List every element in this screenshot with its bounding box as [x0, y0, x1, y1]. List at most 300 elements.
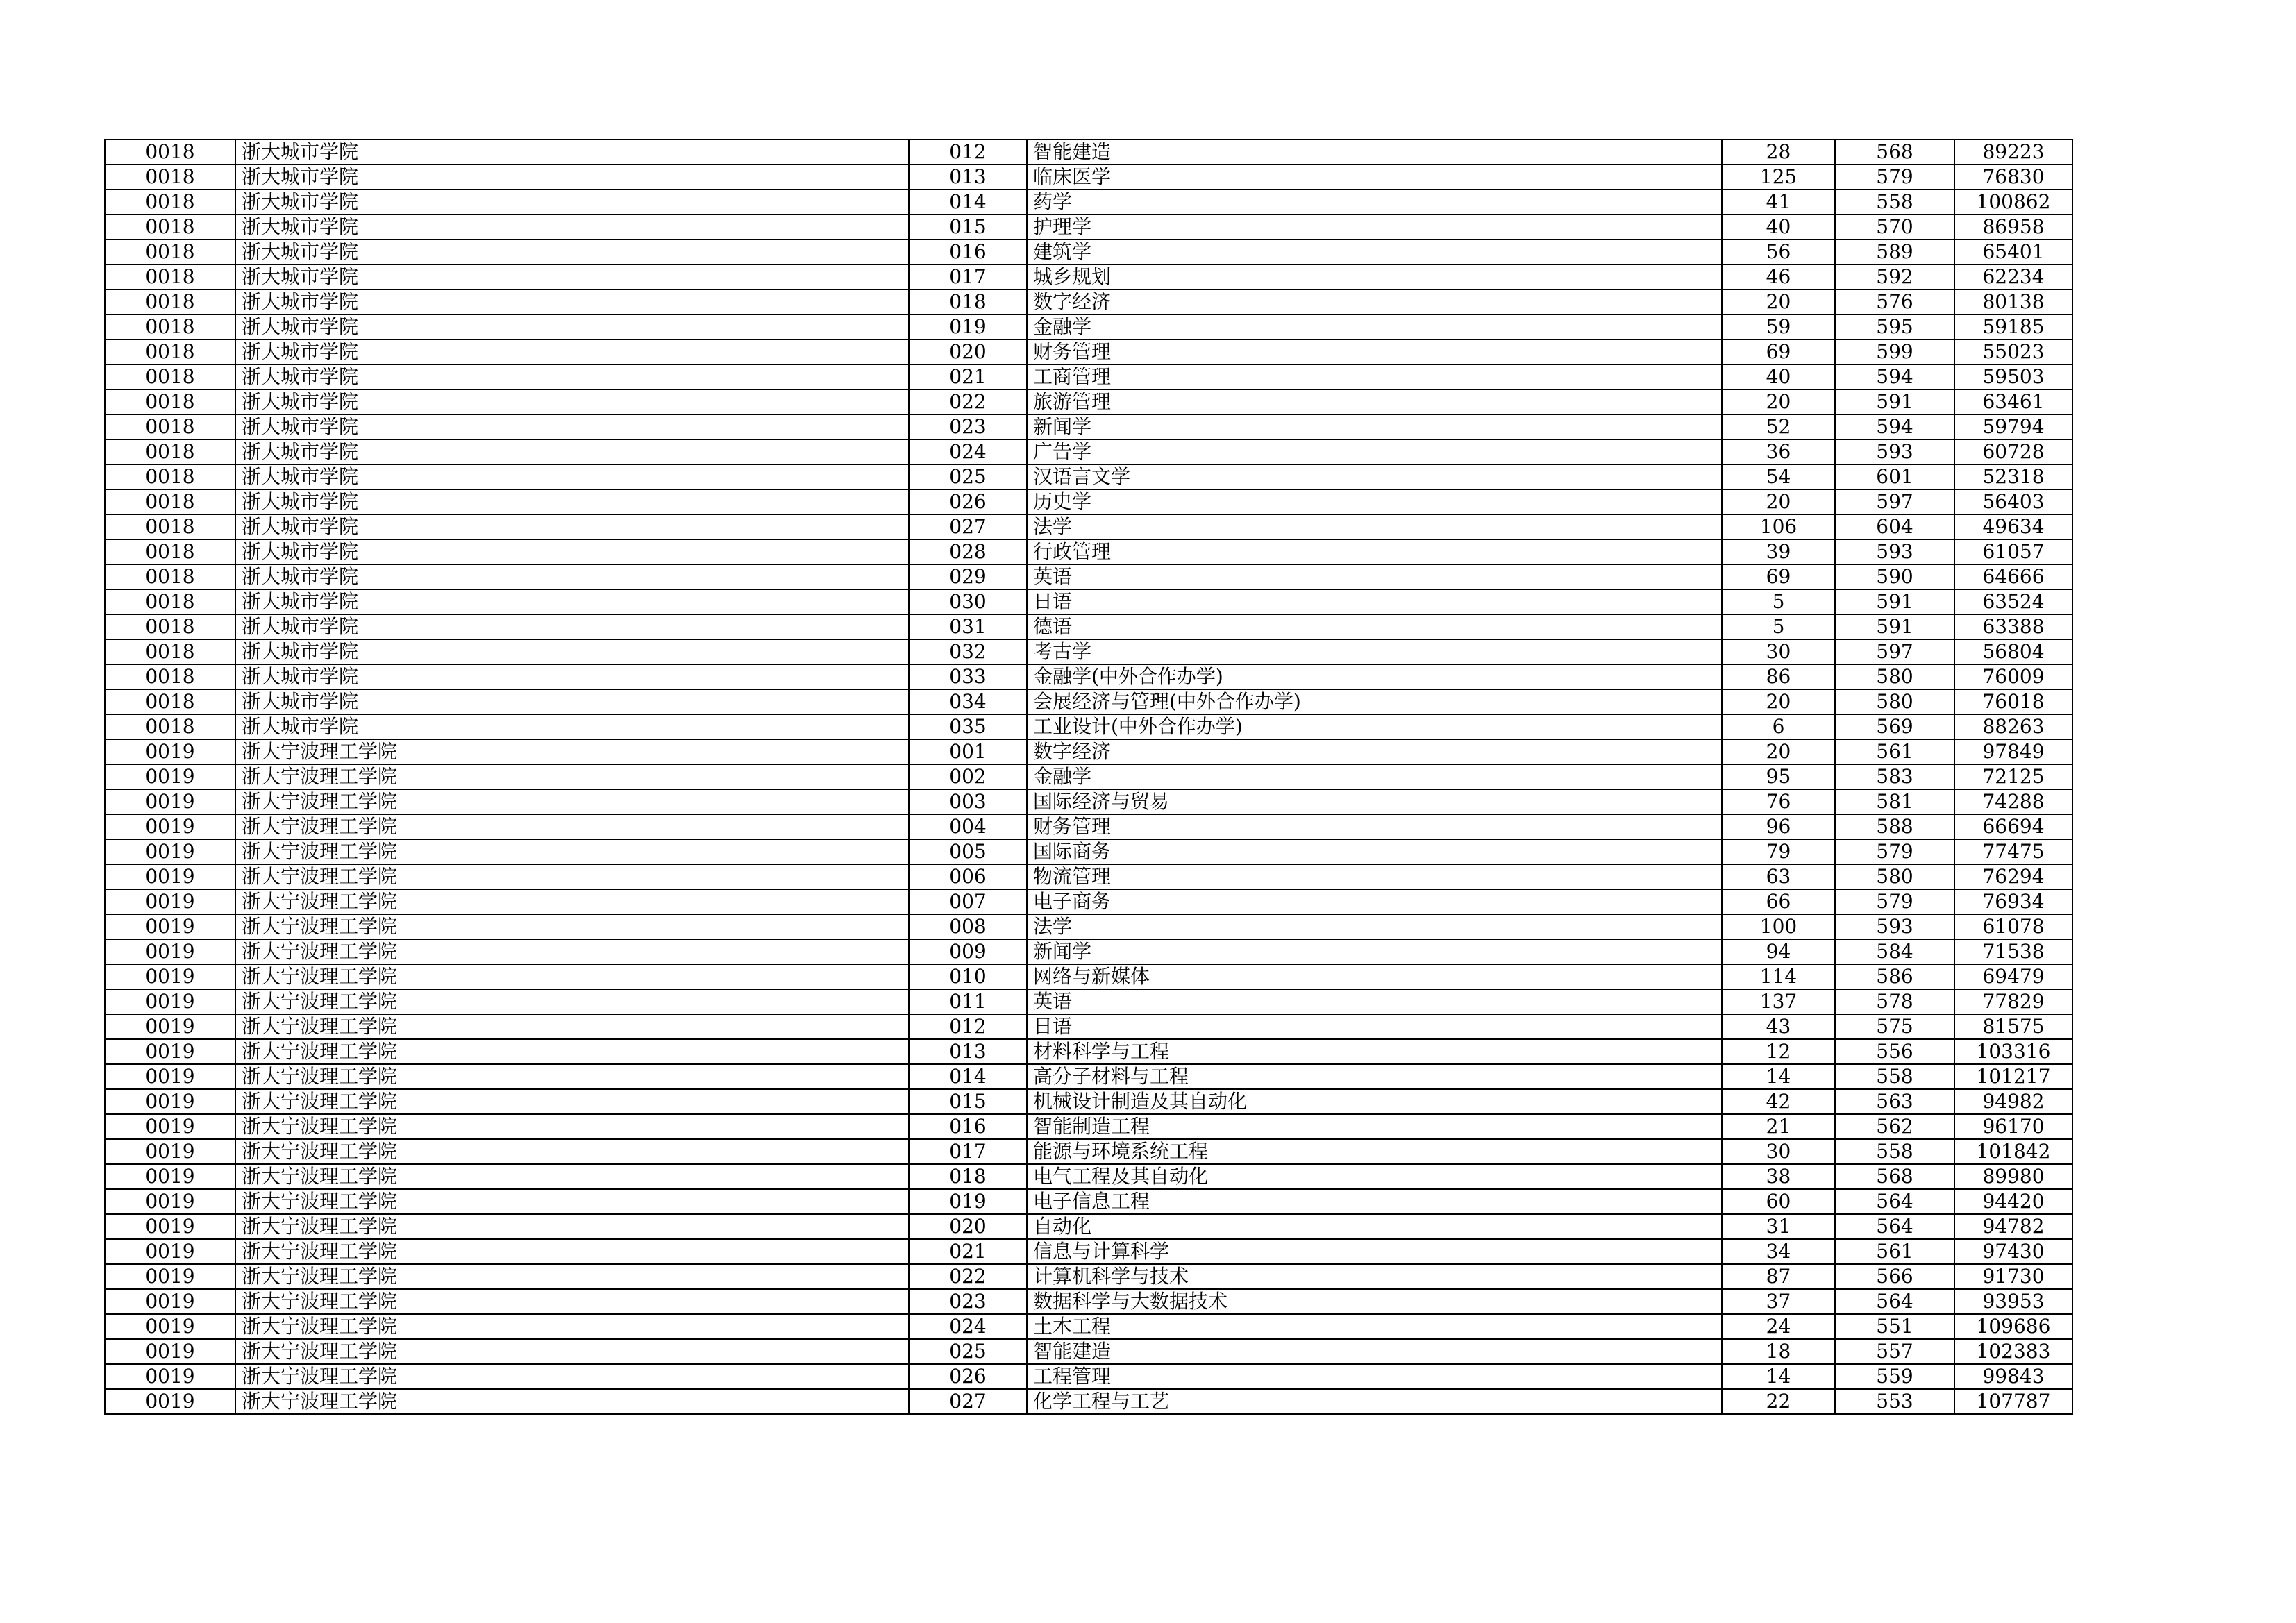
major-code-cell: 027 — [909, 1389, 1027, 1414]
school-name-cell: 浙大宁波理工学院 — [235, 1189, 909, 1214]
school-code-cell: 0019 — [105, 1189, 235, 1214]
min-rank-cell: 63461 — [1954, 389, 2072, 414]
min-rank-cell: 60728 — [1954, 439, 2072, 464]
min-rank-cell: 76009 — [1954, 664, 2072, 689]
min-score-cell: 559 — [1835, 1364, 1954, 1389]
min-score-cell: 579 — [1835, 889, 1954, 914]
min-rank-cell: 88263 — [1954, 714, 2072, 739]
plan-count-cell: 95 — [1722, 764, 1835, 789]
min-rank-cell: 65401 — [1954, 239, 2072, 264]
school-code-cell: 0019 — [105, 764, 235, 789]
school-code-cell: 0018 — [105, 165, 235, 190]
school-code-cell: 0019 — [105, 1089, 235, 1114]
table-row — [105, 739, 2072, 764]
school-code-cell: 0019 — [105, 864, 235, 889]
min-score-cell: 579 — [1835, 165, 1954, 190]
plan-count-cell: 39 — [1722, 539, 1835, 564]
table-row — [105, 714, 2072, 739]
min-score-cell: 556 — [1835, 1039, 1954, 1064]
table-row — [105, 964, 2072, 989]
school-name-cell: 浙大宁波理工学院 — [235, 1314, 909, 1339]
school-code-cell: 0019 — [105, 964, 235, 989]
plan-count-cell: 106 — [1722, 514, 1835, 539]
table-row — [105, 1289, 2072, 1314]
major-name-cell: 电子信息工程 — [1027, 1189, 1722, 1214]
major-code-cell: 025 — [909, 464, 1027, 489]
min-rank-cell: 76830 — [1954, 165, 2072, 190]
min-score-cell: 588 — [1835, 814, 1954, 839]
min-rank-cell: 81575 — [1954, 1014, 2072, 1039]
major-code-cell: 007 — [909, 889, 1027, 914]
min-rank-cell: 101217 — [1954, 1064, 2072, 1089]
major-name-cell: 数字经济 — [1027, 739, 1722, 764]
min-rank-cell: 61057 — [1954, 539, 2072, 564]
min-rank-cell: 59503 — [1954, 364, 2072, 389]
table-row — [105, 414, 2072, 439]
school-name-cell: 浙大宁波理工学院 — [235, 1214, 909, 1239]
school-name-cell: 浙大宁波理工学院 — [235, 814, 909, 839]
school-name-cell: 浙大宁波理工学院 — [235, 1164, 909, 1189]
min-rank-cell: 109686 — [1954, 1314, 2072, 1339]
min-rank-cell: 86958 — [1954, 215, 2072, 239]
plan-count-cell: 12 — [1722, 1039, 1835, 1064]
major-code-cell: 016 — [909, 1114, 1027, 1139]
plan-count-cell: 40 — [1722, 215, 1835, 239]
school-name-cell: 浙大宁波理工学院 — [235, 914, 909, 939]
plan-count-cell: 86 — [1722, 664, 1835, 689]
min-rank-cell: 107787 — [1954, 1389, 2072, 1414]
table-row — [105, 389, 2072, 414]
min-rank-cell: 97430 — [1954, 1239, 2072, 1264]
school-name-cell: 浙大宁波理工学院 — [235, 839, 909, 864]
min-rank-cell: 89980 — [1954, 1164, 2072, 1189]
major-name-cell: 财务管理 — [1027, 814, 1722, 839]
plan-count-cell: 114 — [1722, 964, 1835, 989]
plan-count-cell: 87 — [1722, 1264, 1835, 1289]
major-code-cell: 016 — [909, 239, 1027, 264]
school-name-cell: 浙大城市学院 — [235, 414, 909, 439]
school-name-cell: 浙大城市学院 — [235, 689, 909, 714]
plan-count-cell: 28 — [1722, 140, 1835, 165]
min-score-cell: 553 — [1835, 1389, 1954, 1414]
major-code-cell: 010 — [909, 964, 1027, 989]
major-name-cell: 历史学 — [1027, 489, 1722, 514]
major-name-cell: 建筑学 — [1027, 239, 1722, 264]
school-name-cell: 浙大城市学院 — [235, 190, 909, 215]
school-name-cell: 浙大宁波理工学院 — [235, 1364, 909, 1389]
table-row — [105, 314, 2072, 339]
major-name-cell: 行政管理 — [1027, 539, 1722, 564]
major-code-cell: 012 — [909, 1014, 1027, 1039]
min-score-cell: 594 — [1835, 414, 1954, 439]
table-row — [105, 364, 2072, 389]
school-code-cell: 0018 — [105, 489, 235, 514]
school-name-cell: 浙大城市学院 — [235, 264, 909, 289]
school-name-cell: 浙大城市学院 — [235, 364, 909, 389]
major-name-cell: 新闻学 — [1027, 414, 1722, 439]
major-code-cell: 024 — [909, 439, 1027, 464]
min-score-cell: 564 — [1835, 1189, 1954, 1214]
table-body — [105, 140, 2072, 1414]
major-code-cell: 017 — [909, 1139, 1027, 1164]
min-score-cell: 593 — [1835, 914, 1954, 939]
school-name-cell: 浙大宁波理工学院 — [235, 1039, 909, 1064]
major-code-cell: 003 — [909, 789, 1027, 814]
school-name-cell: 浙大城市学院 — [235, 165, 909, 190]
table-row — [105, 1314, 2072, 1339]
min-rank-cell: 62234 — [1954, 264, 2072, 289]
plan-count-cell: 20 — [1722, 739, 1835, 764]
table-row — [105, 215, 2072, 239]
min-rank-cell: 63388 — [1954, 614, 2072, 639]
major-code-cell: 014 — [909, 1064, 1027, 1089]
school-name-cell: 浙大宁波理工学院 — [235, 1014, 909, 1039]
major-name-cell: 汉语言文学 — [1027, 464, 1722, 489]
school-name-cell: 浙大城市学院 — [235, 514, 909, 539]
school-name-cell: 浙大宁波理工学院 — [235, 889, 909, 914]
table-row — [105, 1239, 2072, 1264]
plan-count-cell: 52 — [1722, 414, 1835, 439]
min-score-cell: 563 — [1835, 1089, 1954, 1114]
school-code-cell: 0018 — [105, 589, 235, 614]
plan-count-cell: 20 — [1722, 289, 1835, 314]
table-row — [105, 1164, 2072, 1189]
table-row — [105, 1064, 2072, 1089]
major-code-cell: 002 — [909, 764, 1027, 789]
plan-count-cell: 56 — [1722, 239, 1835, 264]
min-rank-cell: 94420 — [1954, 1189, 2072, 1214]
min-rank-cell: 96170 — [1954, 1114, 2072, 1139]
school-name-cell: 浙大宁波理工学院 — [235, 1064, 909, 1089]
school-code-cell: 0019 — [105, 914, 235, 939]
min-score-cell: 595 — [1835, 314, 1954, 339]
school-name-cell: 浙大城市学院 — [235, 314, 909, 339]
table-row — [105, 1139, 2072, 1164]
major-name-cell: 英语 — [1027, 989, 1722, 1014]
table-row — [105, 1189, 2072, 1214]
school-name-cell: 浙大城市学院 — [235, 239, 909, 264]
major-name-cell: 考古学 — [1027, 639, 1722, 664]
plan-count-cell: 5 — [1722, 614, 1835, 639]
school-name-cell: 浙大城市学院 — [235, 339, 909, 364]
plan-count-cell: 66 — [1722, 889, 1835, 914]
major-name-cell: 物流管理 — [1027, 864, 1722, 889]
table-row — [105, 165, 2072, 190]
major-code-cell: 035 — [909, 714, 1027, 739]
plan-count-cell: 94 — [1722, 939, 1835, 964]
table-row — [105, 1389, 2072, 1414]
min-score-cell: 558 — [1835, 1139, 1954, 1164]
major-code-cell: 015 — [909, 1089, 1027, 1114]
min-score-cell: 580 — [1835, 689, 1954, 714]
table-row — [105, 289, 2072, 314]
plan-count-cell: 30 — [1722, 1139, 1835, 1164]
plan-count-cell: 21 — [1722, 1114, 1835, 1139]
school-name-cell: 浙大宁波理工学院 — [235, 789, 909, 814]
min-score-cell: 597 — [1835, 489, 1954, 514]
school-name-cell: 浙大宁波理工学院 — [235, 939, 909, 964]
min-rank-cell: 76294 — [1954, 864, 2072, 889]
major-code-cell: 021 — [909, 364, 1027, 389]
min-score-cell: 579 — [1835, 839, 1954, 864]
major-code-cell: 011 — [909, 989, 1027, 1014]
min-score-cell: 599 — [1835, 339, 1954, 364]
min-score-cell: 576 — [1835, 289, 1954, 314]
major-code-cell: 008 — [909, 914, 1027, 939]
school-name-cell: 浙大城市学院 — [235, 639, 909, 664]
school-code-cell: 0019 — [105, 1339, 235, 1364]
school-code-cell: 0018 — [105, 639, 235, 664]
major-code-cell: 027 — [909, 514, 1027, 539]
table-row — [105, 514, 2072, 539]
table-row — [105, 439, 2072, 464]
min-score-cell: 568 — [1835, 1164, 1954, 1189]
plan-count-cell: 34 — [1722, 1239, 1835, 1264]
plan-count-cell: 96 — [1722, 814, 1835, 839]
major-name-cell: 智能建造 — [1027, 1339, 1722, 1364]
major-name-cell: 机械设计制造及其自动化 — [1027, 1089, 1722, 1114]
major-name-cell: 能源与环境系统工程 — [1027, 1139, 1722, 1164]
table-row — [105, 639, 2072, 664]
major-code-cell: 013 — [909, 1039, 1027, 1064]
school-code-cell: 0018 — [105, 464, 235, 489]
major-code-cell: 017 — [909, 264, 1027, 289]
plan-count-cell: 22 — [1722, 1389, 1835, 1414]
min-rank-cell: 74288 — [1954, 789, 2072, 814]
min-score-cell: 578 — [1835, 989, 1954, 1014]
major-code-cell: 023 — [909, 414, 1027, 439]
min-score-cell: 564 — [1835, 1289, 1954, 1314]
school-code-cell: 0019 — [105, 1014, 235, 1039]
table-row — [105, 1214, 2072, 1239]
major-code-cell: 024 — [909, 1314, 1027, 1339]
school-code-cell: 0018 — [105, 190, 235, 215]
school-code-cell: 0019 — [105, 1114, 235, 1139]
plan-count-cell: 37 — [1722, 1289, 1835, 1314]
major-code-cell: 031 — [909, 614, 1027, 639]
min-score-cell: 564 — [1835, 1214, 1954, 1239]
plan-count-cell: 59 — [1722, 314, 1835, 339]
school-name-cell: 浙大宁波理工学院 — [235, 989, 909, 1014]
min-rank-cell: 99843 — [1954, 1364, 2072, 1389]
major-name-cell: 日语 — [1027, 589, 1722, 614]
min-rank-cell: 80138 — [1954, 289, 2072, 314]
major-code-cell: 022 — [909, 389, 1027, 414]
school-code-cell: 0019 — [105, 989, 235, 1014]
min-score-cell: 566 — [1835, 1264, 1954, 1289]
school-code-cell: 0019 — [105, 939, 235, 964]
plan-count-cell: 40 — [1722, 364, 1835, 389]
min-rank-cell: 89223 — [1954, 140, 2072, 165]
major-name-cell: 日语 — [1027, 1014, 1722, 1039]
min-rank-cell: 63524 — [1954, 589, 2072, 614]
min-rank-cell: 97849 — [1954, 739, 2072, 764]
school-code-cell: 0018 — [105, 664, 235, 689]
min-score-cell: 558 — [1835, 190, 1954, 215]
min-score-cell: 561 — [1835, 1239, 1954, 1264]
min-score-cell: 558 — [1835, 1064, 1954, 1089]
table-row — [105, 664, 2072, 689]
school-code-cell: 0019 — [105, 1314, 235, 1339]
plan-count-cell: 36 — [1722, 439, 1835, 464]
min-rank-cell: 76934 — [1954, 889, 2072, 914]
major-name-cell: 工程管理 — [1027, 1364, 1722, 1389]
major-name-cell: 高分子材料与工程 — [1027, 1064, 1722, 1089]
min-score-cell: 604 — [1835, 514, 1954, 539]
major-name-cell: 计算机科学与技术 — [1027, 1264, 1722, 1289]
min-rank-cell: 72125 — [1954, 764, 2072, 789]
plan-count-cell: 46 — [1722, 264, 1835, 289]
plan-count-cell: 63 — [1722, 864, 1835, 889]
min-rank-cell: 101842 — [1954, 1139, 2072, 1164]
school-name-cell: 浙大城市学院 — [235, 589, 909, 614]
min-rank-cell: 59185 — [1954, 314, 2072, 339]
major-code-cell: 023 — [909, 1289, 1027, 1314]
table-row — [105, 1014, 2072, 1039]
table-row — [105, 789, 2072, 814]
plan-count-cell: 30 — [1722, 639, 1835, 664]
min-score-cell: 561 — [1835, 739, 1954, 764]
min-rank-cell: 76018 — [1954, 689, 2072, 714]
school-name-cell: 浙大城市学院 — [235, 614, 909, 639]
plan-count-cell: 14 — [1722, 1364, 1835, 1389]
school-code-cell: 0019 — [105, 1064, 235, 1089]
major-name-cell: 材料科学与工程 — [1027, 1039, 1722, 1064]
min-score-cell: 590 — [1835, 564, 1954, 589]
min-score-cell: 586 — [1835, 964, 1954, 989]
min-rank-cell: 94982 — [1954, 1089, 2072, 1114]
school-code-cell: 0018 — [105, 264, 235, 289]
school-code-cell: 0018 — [105, 514, 235, 539]
plan-count-cell: 60 — [1722, 1189, 1835, 1214]
major-name-cell: 城乡规划 — [1027, 264, 1722, 289]
min-rank-cell: 77829 — [1954, 989, 2072, 1014]
major-code-cell: 013 — [909, 165, 1027, 190]
major-name-cell: 法学 — [1027, 514, 1722, 539]
school-code-cell: 0018 — [105, 339, 235, 364]
major-code-cell: 015 — [909, 215, 1027, 239]
major-code-cell: 022 — [909, 1264, 1027, 1289]
school-name-cell: 浙大城市学院 — [235, 564, 909, 589]
school-name-cell: 浙大宁波理工学院 — [235, 1239, 909, 1264]
major-name-cell: 新闻学 — [1027, 939, 1722, 964]
school-code-cell: 0019 — [105, 1389, 235, 1414]
school-code-cell: 0019 — [105, 789, 235, 814]
school-name-cell: 浙大城市学院 — [235, 215, 909, 239]
major-name-cell: 电气工程及其自动化 — [1027, 1164, 1722, 1189]
min-score-cell: 568 — [1835, 140, 1954, 165]
school-code-cell: 0019 — [105, 839, 235, 864]
major-name-cell: 广告学 — [1027, 439, 1722, 464]
table-row — [105, 889, 2072, 914]
min-rank-cell: 103316 — [1954, 1039, 2072, 1064]
major-name-cell: 英语 — [1027, 564, 1722, 589]
table-row — [105, 839, 2072, 864]
school-name-cell: 浙大城市学院 — [235, 140, 909, 165]
major-name-cell: 电子商务 — [1027, 889, 1722, 914]
major-code-cell: 034 — [909, 689, 1027, 714]
major-name-cell: 化学工程与工艺 — [1027, 1389, 1722, 1414]
school-name-cell: 浙大城市学院 — [235, 289, 909, 314]
school-name-cell: 浙大宁波理工学院 — [235, 764, 909, 789]
min-rank-cell: 94782 — [1954, 1214, 2072, 1239]
min-score-cell: 591 — [1835, 614, 1954, 639]
school-name-cell: 浙大宁波理工学院 — [235, 1339, 909, 1364]
major-name-cell: 国际商务 — [1027, 839, 1722, 864]
table-row — [105, 1364, 2072, 1389]
major-code-cell: 019 — [909, 1189, 1027, 1214]
school-code-cell: 0018 — [105, 439, 235, 464]
plan-count-cell: 5 — [1722, 589, 1835, 614]
school-name-cell: 浙大城市学院 — [235, 714, 909, 739]
table-row — [105, 140, 2072, 165]
school-name-cell: 浙大宁波理工学院 — [235, 1289, 909, 1314]
school-name-cell: 浙大宁波理工学院 — [235, 964, 909, 989]
major-name-cell: 金融学 — [1027, 764, 1722, 789]
major-name-cell: 金融学(中外合作办学) — [1027, 664, 1722, 689]
table-row — [105, 989, 2072, 1014]
school-code-cell: 0018 — [105, 614, 235, 639]
table-row — [105, 264, 2072, 289]
table-row — [105, 589, 2072, 614]
school-code-cell: 0018 — [105, 239, 235, 264]
school-code-cell: 0019 — [105, 1214, 235, 1239]
min-rank-cell: 61078 — [1954, 914, 2072, 939]
plan-count-cell: 76 — [1722, 789, 1835, 814]
min-score-cell: 593 — [1835, 439, 1954, 464]
school-name-cell: 浙大城市学院 — [235, 489, 909, 514]
major-name-cell: 智能建造 — [1027, 140, 1722, 165]
school-code-cell: 0019 — [105, 814, 235, 839]
min-score-cell: 580 — [1835, 664, 1954, 689]
table-row — [105, 1264, 2072, 1289]
min-score-cell: 581 — [1835, 789, 1954, 814]
table-row — [105, 489, 2072, 514]
min-score-cell: 551 — [1835, 1314, 1954, 1339]
min-rank-cell: 66694 — [1954, 814, 2072, 839]
major-code-cell: 026 — [909, 1364, 1027, 1389]
plan-count-cell: 38 — [1722, 1164, 1835, 1189]
major-name-cell: 财务管理 — [1027, 339, 1722, 364]
plan-count-cell: 6 — [1722, 714, 1835, 739]
min-rank-cell: 56804 — [1954, 639, 2072, 664]
table-row — [105, 1039, 2072, 1064]
school-name-cell: 浙大宁波理工学院 — [235, 1114, 909, 1139]
major-code-cell: 033 — [909, 664, 1027, 689]
plan-count-cell: 137 — [1722, 989, 1835, 1014]
plan-count-cell: 100 — [1722, 914, 1835, 939]
major-code-cell: 004 — [909, 814, 1027, 839]
major-code-cell: 026 — [909, 489, 1027, 514]
school-code-cell: 0018 — [105, 314, 235, 339]
school-code-cell: 0018 — [105, 564, 235, 589]
plan-count-cell: 125 — [1722, 165, 1835, 190]
major-name-cell: 金融学 — [1027, 314, 1722, 339]
min-rank-cell: 71538 — [1954, 939, 2072, 964]
min-rank-cell: 64666 — [1954, 564, 2072, 589]
plan-count-cell: 14 — [1722, 1064, 1835, 1089]
school-name-cell: 浙大宁波理工学院 — [235, 1389, 909, 1414]
school-name-cell: 浙大城市学院 — [235, 664, 909, 689]
table-row — [105, 564, 2072, 589]
min-score-cell: 575 — [1835, 1014, 1954, 1039]
min-rank-cell: 69479 — [1954, 964, 2072, 989]
major-code-cell: 019 — [909, 314, 1027, 339]
table-row — [105, 814, 2072, 839]
major-name-cell: 会展经济与管理(中外合作办学) — [1027, 689, 1722, 714]
major-name-cell: 数据科学与大数据技术 — [1027, 1289, 1722, 1314]
plan-count-cell: 18 — [1722, 1339, 1835, 1364]
